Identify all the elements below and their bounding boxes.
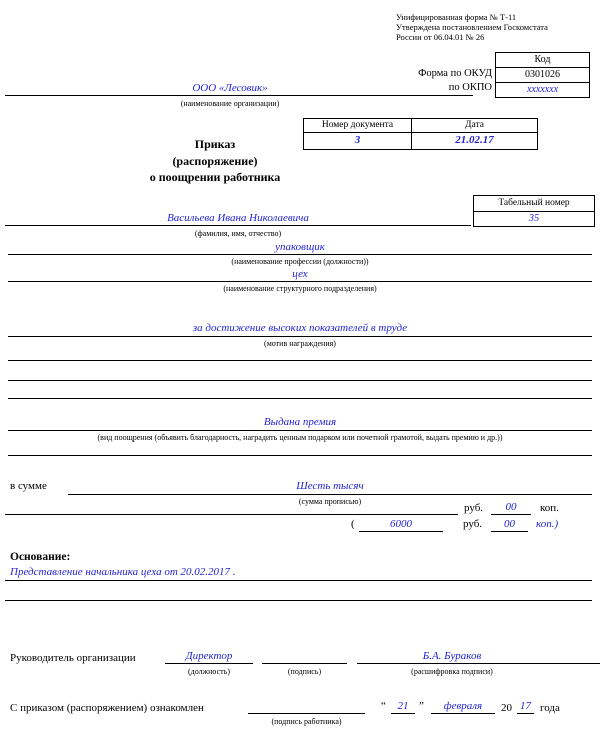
ack-day-value: 21	[391, 699, 415, 714]
ack-label: С приказом (распоряжением) ознакомлен	[10, 702, 204, 714]
okud-label: Форма по ОКУД	[418, 68, 492, 79]
organization-caption: (наименование организации)	[180, 99, 280, 108]
personnel-number-value: 35	[528, 213, 540, 224]
kop-label-1: коп.	[540, 502, 559, 514]
blank-line	[8, 455, 592, 456]
paren-open: (	[351, 518, 355, 530]
head-position-value: Директор	[165, 649, 253, 664]
head-name-value: Б.А. Бураков	[357, 649, 600, 664]
basis-label: Основание:	[10, 551, 71, 563]
head-label: Руководитель организации	[10, 652, 136, 664]
okpo-label: по ОКПО	[448, 82, 492, 93]
ack-month-value: февраля	[431, 699, 495, 714]
sum-figures-value: 6000	[359, 517, 443, 532]
code-box	[495, 52, 590, 98]
sum-words-caption: (сумма прописью)	[298, 497, 362, 506]
department-caption: (наименование структурного подразделения)	[223, 284, 377, 293]
quote-close: ”	[419, 700, 424, 712]
motive-value: за достижение высоких показателей в труде	[8, 321, 592, 337]
doc-number-value: 3	[304, 132, 411, 149]
department-value: цех	[8, 267, 592, 282]
blank-line	[8, 380, 592, 381]
rub-label-1: руб.	[464, 502, 484, 514]
document-title	[20, 136, 410, 186]
ack-year-suffix: года	[540, 702, 560, 714]
title-line-3: о поощрении работника	[149, 170, 281, 184]
ack-sign-caption: (подпись работника)	[271, 717, 342, 726]
incentive-value: Выдана премия	[8, 414, 592, 431]
blank-line	[8, 360, 592, 361]
blank-line	[8, 398, 592, 399]
sum-words-value: Шесть тысяч	[68, 479, 592, 495]
doc-number-header: Номер документа	[321, 120, 394, 130]
kop-value-1: 00	[491, 500, 531, 515]
form-note-line-3: России от 06.04.01 № 26	[396, 32, 485, 42]
ack-year-value: 17	[517, 699, 534, 714]
personnel-number-header: Табельный номер	[474, 196, 594, 212]
okud-value: 0301026	[496, 67, 589, 82]
basis-value: Представление начальника цеха от 20.02.2017 .	[5, 565, 592, 581]
head-signature-line	[262, 663, 347, 664]
personnel-number-box	[473, 195, 595, 227]
title-line-2: (распоряжение)	[172, 153, 258, 168]
profession-caption: (наименование профессии (должности))	[231, 257, 369, 266]
incentive-caption: (вид поощрения (объявить благодарность, наградить ценным подарком или почетной грамотой, выдать премию и др.))	[97, 433, 503, 442]
kop-value-2: 00	[491, 517, 528, 532]
employee-name-caption: (фамилия, имя, отчество)	[194, 229, 282, 238]
profession-value: упаковщик	[8, 240, 592, 255]
in-sum-label: в сумме	[10, 480, 47, 492]
motive-caption: (мотив награждения)	[264, 339, 336, 348]
head-sign-caption: (подпись)	[287, 667, 322, 676]
head-name-caption: (расшифровка подписи)	[411, 667, 493, 676]
quote-open: “	[381, 700, 386, 712]
head-position-caption: (должность)	[188, 667, 230, 676]
form-note-line-2: Утверждена постановлением Госкомстата	[396, 22, 548, 32]
blank-line	[5, 514, 458, 515]
doc-date-value: 21.02.17	[411, 132, 537, 149]
kop-label-2: коп.)	[536, 518, 559, 530]
blank-line	[5, 600, 592, 601]
code-header: Код	[534, 54, 551, 65]
form-note-line-1: Унифицированная форма № Т-11	[396, 12, 517, 22]
ack-year-prefix: 20	[501, 702, 512, 714]
organization-value: ООО «Лесовик»	[5, 81, 473, 96]
title-line-1: Приказ	[194, 137, 236, 151]
rub-label-2: руб.	[463, 518, 483, 530]
doc-date-header: Дата	[411, 119, 537, 132]
employee-name-value: Васильева Ивана Николаевича	[5, 211, 471, 226]
okpo-value: xxxxxxx	[496, 82, 589, 97]
form-note	[396, 12, 600, 42]
employee-signature-line	[248, 713, 365, 714]
